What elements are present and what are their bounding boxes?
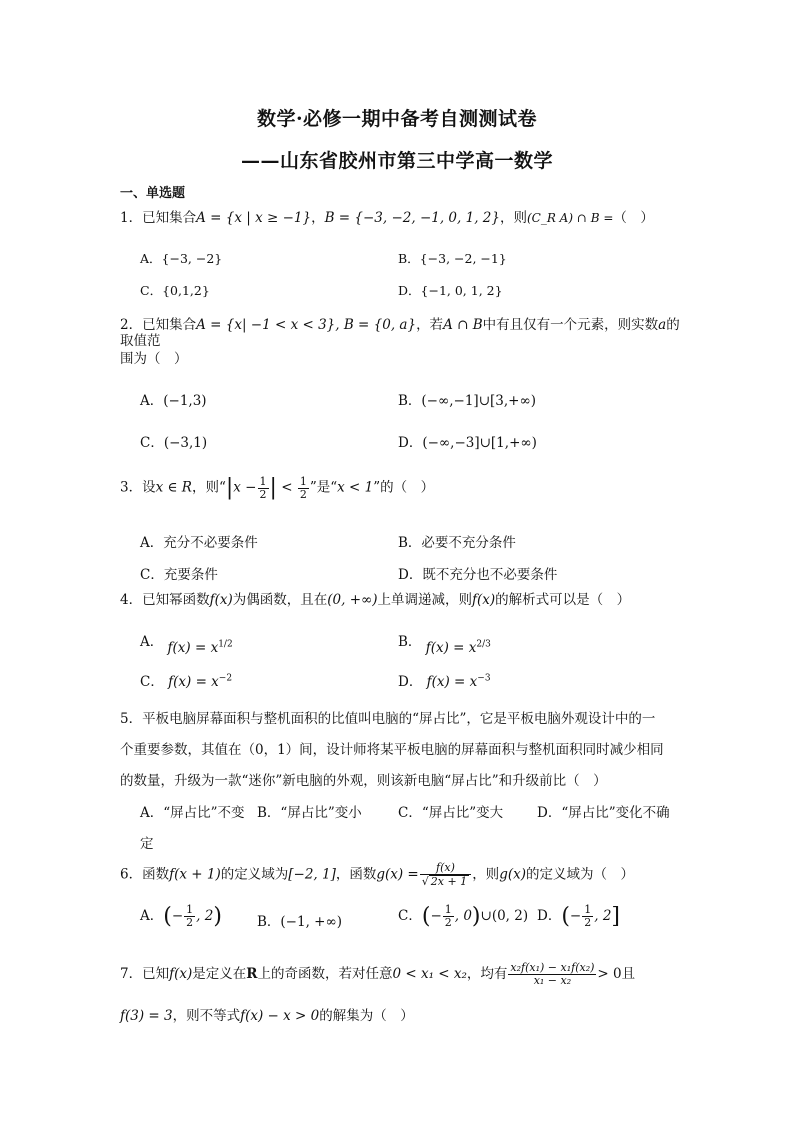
q3-frac-half-2: $\frac{1}{2}$: [299, 474, 307, 501]
q2-lead: 2．已知集合: [120, 317, 197, 333]
q2-var: a: [658, 317, 667, 333]
q4-fx: f(x): [209, 592, 233, 608]
q5-option-c: C．“屏占比”变大: [398, 805, 504, 821]
q4-option-a: A． $f(x) = x^{1/2}$: [140, 634, 233, 656]
q3-abs-right: |: [269, 475, 277, 500]
q2-option-d: D．(−∞,−3]∪[1,+∞): [398, 435, 537, 451]
q3-cond: x < 1: [337, 479, 374, 496]
q7-cond: 0 < x₁ < x₂: [392, 966, 467, 983]
q5-line2: 个重要参数，其值在（0，1）间，设计师将某平板电脑的屏幕面积与整机面积同时减少相同: [120, 742, 664, 758]
q5-option-a: A．“屏占比”不变: [140, 805, 245, 821]
q4-c-expr: $f(x) = x^{-2}$: [168, 673, 233, 690]
q3-is: ”是“: [309, 479, 338, 496]
q2-text: 中有且仅有一个元素，则实数: [482, 317, 659, 333]
q1-sep: ，: [311, 210, 325, 226]
q3-then: ，则“: [191, 479, 226, 496]
q4-option-c: C． $f(x) = x^{-2}$: [140, 673, 233, 690]
q7-text6: ，则不等式: [172, 1008, 241, 1024]
q1-setA: A = {x | x ≥ −1}: [196, 210, 312, 226]
q4-a-expr: $f(x) = x^{1/2}$: [167, 639, 233, 656]
q7-text2: 是定义在: [192, 966, 247, 983]
q4-option-b: B． $f(x) = x^{2/3}$: [398, 634, 491, 656]
q4-text3: 上单调递减，则: [377, 592, 473, 608]
q4-interval: (0, +∞): [327, 592, 378, 608]
question-4: [120, 592, 680, 608]
q7-ineq: f(x) − x > 0: [240, 1008, 320, 1024]
q7-gt: > 0: [597, 966, 622, 983]
q3-domain: x ∈ R: [155, 479, 192, 496]
q1-expression: (C_R A) ∩ B =: [526, 211, 614, 225]
q6-option-c: C．(− $\frac{1}{2}$ , 0)∪(0, 2): [398, 903, 529, 930]
q6-text2: 的定义域为: [220, 866, 289, 883]
q6-option-d: D．(− $\frac{1}{2}$ , 2]: [537, 903, 620, 930]
q4-b-expr: $f(x) = x^{2/3}$: [425, 639, 491, 656]
q3-lt: <: [276, 479, 297, 496]
q4-text2: 为偶函数，且在: [232, 592, 328, 608]
exam-title: 数学·必修一期中备考自测测试卷: [256, 108, 538, 130]
q5-option-d-cont: 定: [140, 836, 154, 852]
question-6: [120, 862, 680, 888]
q1-paren: （ ）: [613, 210, 654, 226]
q7-text7: 的解集为（ ）: [319, 1008, 414, 1024]
question-5: [120, 704, 676, 797]
q3-abs-left: |: [225, 475, 234, 500]
q5-line3: 的数量，升级为一款“迷你”新电脑的外观，则该新电脑“屏占比”和升级前比（ ）: [120, 773, 607, 789]
q4-text4: 的解析式可以是（ ）: [495, 592, 631, 608]
question-1: [120, 210, 680, 226]
q1-lead: 1．已知集合: [120, 210, 197, 226]
q5-line1: 5．平板电脑屏幕面积与整机面积的比值叫电脑的“屏占比”，它是平板电脑外观设计中的一: [120, 711, 656, 727]
q6-fx1: f(x + 1): [169, 866, 221, 883]
q3-option-b: B．必要不充分条件: [398, 535, 516, 551]
q7-fx: f(x): [169, 966, 193, 983]
q1-option-b: B．{−3, −2, −1}: [398, 251, 507, 266]
section-heading: 一、单选题: [120, 186, 186, 201]
q6-option-b: B．(−1, +∞): [257, 914, 342, 930]
q2-text2: 的取值范: [120, 317, 680, 350]
q1-option-d: D．{−1, 0, 1, 2}: [398, 283, 503, 298]
q1-then: ，则: [499, 210, 527, 226]
q3-x: x −: [233, 479, 257, 496]
q2-option-a: A．(−1,3): [140, 393, 207, 409]
question-3: [120, 475, 680, 501]
q6-lead: 6．函数: [120, 866, 170, 883]
q7-frac: $\frac{\text{x₂f(x₁) − x₁f(x₂)}}{\text{x₁ − x₂}}$: [510, 961, 595, 988]
q6-option-a: A．(− $\frac{1}{2}$ , 2): [140, 903, 222, 930]
q7-text4: ，均有: [466, 966, 508, 983]
q6-text3: ，函数: [335, 866, 377, 883]
q4-lead: 4．已知幂函数: [120, 592, 210, 608]
q4-option-d: D． $f(x) = x^{-3}$: [398, 673, 491, 690]
q7-and: 且: [621, 966, 636, 983]
q5-option-b: B．“屏占比”变小: [257, 805, 362, 821]
q6-gx: g(x) =: [376, 866, 419, 883]
q6-domain: [−2, 1]: [288, 866, 336, 883]
q3-option-c: C．充要条件: [140, 567, 218, 583]
q7-R: R: [246, 966, 258, 983]
q2-intersection: A ∩ B: [443, 317, 483, 333]
q6-gx-2: g(x): [499, 866, 526, 883]
q2-option-b: B．(−∞,−1]∪[3,+∞): [398, 393, 536, 409]
q2-sets: A = {x| −1 < x < 3}, B = {0, a}: [196, 317, 417, 333]
q4-fx-2: f(x): [472, 592, 496, 608]
q6-text5: 的定义域为（ ）: [525, 866, 634, 883]
q3-lead: 3．设: [120, 479, 156, 496]
q1-setB: B = {−3, −2, −1, 0, 1, 2}: [324, 210, 500, 226]
question-7: [120, 962, 660, 987]
q2-option-c: C．(−3,1): [140, 435, 208, 451]
q3-tail: ”的（ ）: [373, 479, 435, 496]
q4-d-expr: $f(x) = x^{-3}$: [426, 673, 491, 690]
q1-option-a: A．{−3, −2}: [140, 251, 223, 266]
q2-line2: 围为（ ）: [120, 351, 188, 367]
q3-option-d: D．既不充分也不必要条件: [398, 567, 558, 583]
question-2: [120, 317, 680, 349]
q7-text3: 上的奇函数，若对任意: [257, 966, 393, 983]
q7-f3: f(3) = 3: [120, 1008, 173, 1024]
q6-frac: $\frac{f(x)}{√ 2x + 1}$: [420, 862, 471, 888]
q3-frac-half: $\frac{1}{2}$: [259, 474, 267, 501]
q2-if: ，若: [416, 317, 444, 333]
q7-line2: [120, 1008, 680, 1024]
exam-subtitle: ——山东省胶州市第三中学高一数学: [240, 150, 553, 172]
q3-option-a: A．充分不必要条件: [140, 535, 258, 551]
q1-option-c: C．{0,1,2}: [140, 283, 210, 298]
q6-text4: ，则: [472, 866, 500, 883]
q7-lead: 7．已知: [120, 966, 170, 983]
q5-option-d: D．“屏占比”变化不确: [537, 805, 670, 821]
